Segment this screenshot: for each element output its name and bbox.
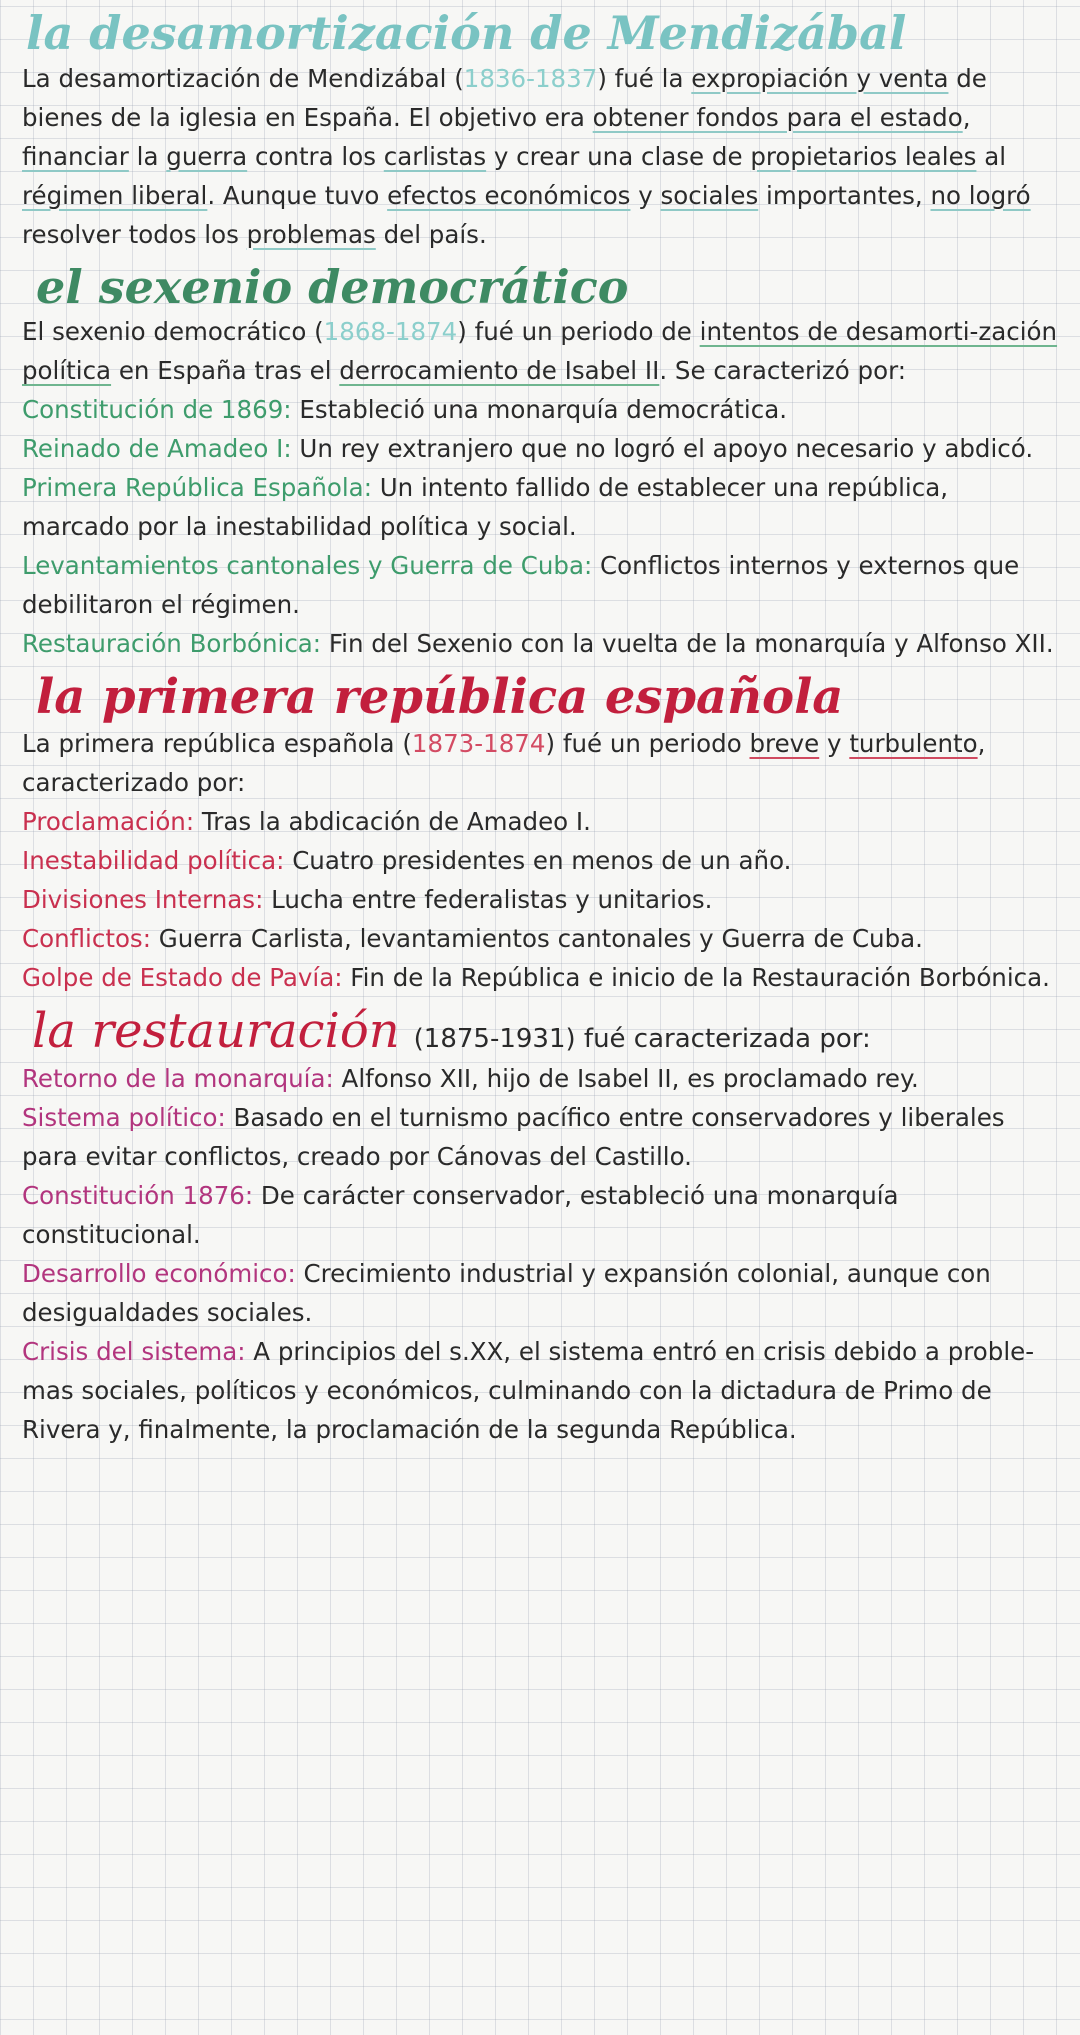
section-subtitle-restauracion: (1875-1931) fué caracterizada por: (413, 1023, 871, 1054)
section-mendizabal (22, 8, 1062, 254)
list-sexenio (22, 390, 1062, 663)
section-title-restauracion: la restauración (32, 1002, 400, 1059)
list-item: Divisiones Internas: Lucha entre federalistas y unitarios. (22, 884, 713, 914)
list-primera-republica (22, 802, 1062, 997)
paragraph-mendizabal: La desamortización de Mendizábal (1836-1837) fué la expropiación y venta de bienes de la iglesia en España. El objetivo era obtener fondos para el estado, financiar la guerra contra los carlistas y crear una clase de propietarios leales al régimen liberal. Aunque tuvo efectos económicos y sociales importantes, no logró resolver todos los problemas del país. (22, 63, 1031, 249)
list-item: Reinado de Amadeo I: Un rey extranjero que no logró el apoyo necesario y abdicó. (22, 434, 1034, 464)
list-item: Levantamientos cantonales y Guerra de Cuba: Conflictos internos y externos que debilitaron el régimen. (22, 551, 1020, 620)
section-title-sexenio: el sexenio democrático (36, 259, 629, 314)
list-item: Retorno de la monarquía: Alfonso XII, hijo de Isabel II, es proclamado rey. (22, 1063, 919, 1093)
list-restauracion (22, 1059, 1062, 1449)
date-range: 1873-1874 (411, 728, 546, 758)
paragraph-primera-republica: La primera república española (1873-1874) fué un periodo breve y turbulento, caracterizado por: (22, 728, 986, 797)
list-item: Desarrollo económico: Crecimiento industrial y expansión colonial, aunque con desigualdades sociales. (22, 1258, 991, 1327)
section-primera-republica (22, 671, 1062, 997)
date-range: 1836-1837 (463, 63, 598, 93)
list-item: Golpe de Estado de Pavía: Fin de la República e inicio de la Restauración Borbónica. (22, 962, 1050, 992)
list-item: Proclamación: Tras la abdicación de Amadeo I. (22, 806, 591, 836)
list-item: Primera República Española: Un intento fallido de establecer una república, marcado por la inestabilidad política y social. (22, 473, 948, 542)
notes-page (22, 0, 1062, 1449)
list-item: Restauración Borbónica: Fin del Sexenio con la vuelta de la monarquía y Alfonso XII. (22, 629, 1054, 659)
date-range: 1868-1874 (323, 317, 458, 347)
list-item: Constitución 1876: De carácter conservador, estableció una monarquía constitucional. (22, 1180, 899, 1249)
section-sexenio (22, 259, 1062, 664)
list-item: Conflictos: Guerra Carlista, levantamientos cantonales y Guerra de Cuba. (22, 923, 923, 953)
section-title-mendizabal: la desamortización de Mendizábal (26, 6, 907, 60)
list-item: Constitución de 1869: Estableció una monarquía democrática. (22, 395, 787, 425)
list-item: Sistema político: Basado en el turnismo pacífico entre conservadores y liberales para evitar conflictos, creado por Cánovas del Castillo. (22, 1102, 1005, 1171)
section-heading-restauracion (32, 1003, 1062, 1059)
paragraph-sexenio: El sexenio democrático (1868-1874) fué un periodo de intentos de desamorti-zación política en España tras el derrocamiento de Isabel II. Se caracterizó por: (22, 317, 1058, 386)
section-restauracion (22, 1003, 1062, 1449)
list-item: Crisis del sistema: A principios del s.XX, el sistema entró en crisis debido a proble-mas sociales, políticos y económicos, culminando con la dictadura de Primo de Rivera y, finalmente, la proclamación de la segunda República. (22, 1336, 1035, 1444)
section-title-primera-republica: la primera república española (36, 669, 844, 726)
list-item: Inestabilidad política: Cuatro presidentes en menos de un año. (22, 845, 792, 875)
